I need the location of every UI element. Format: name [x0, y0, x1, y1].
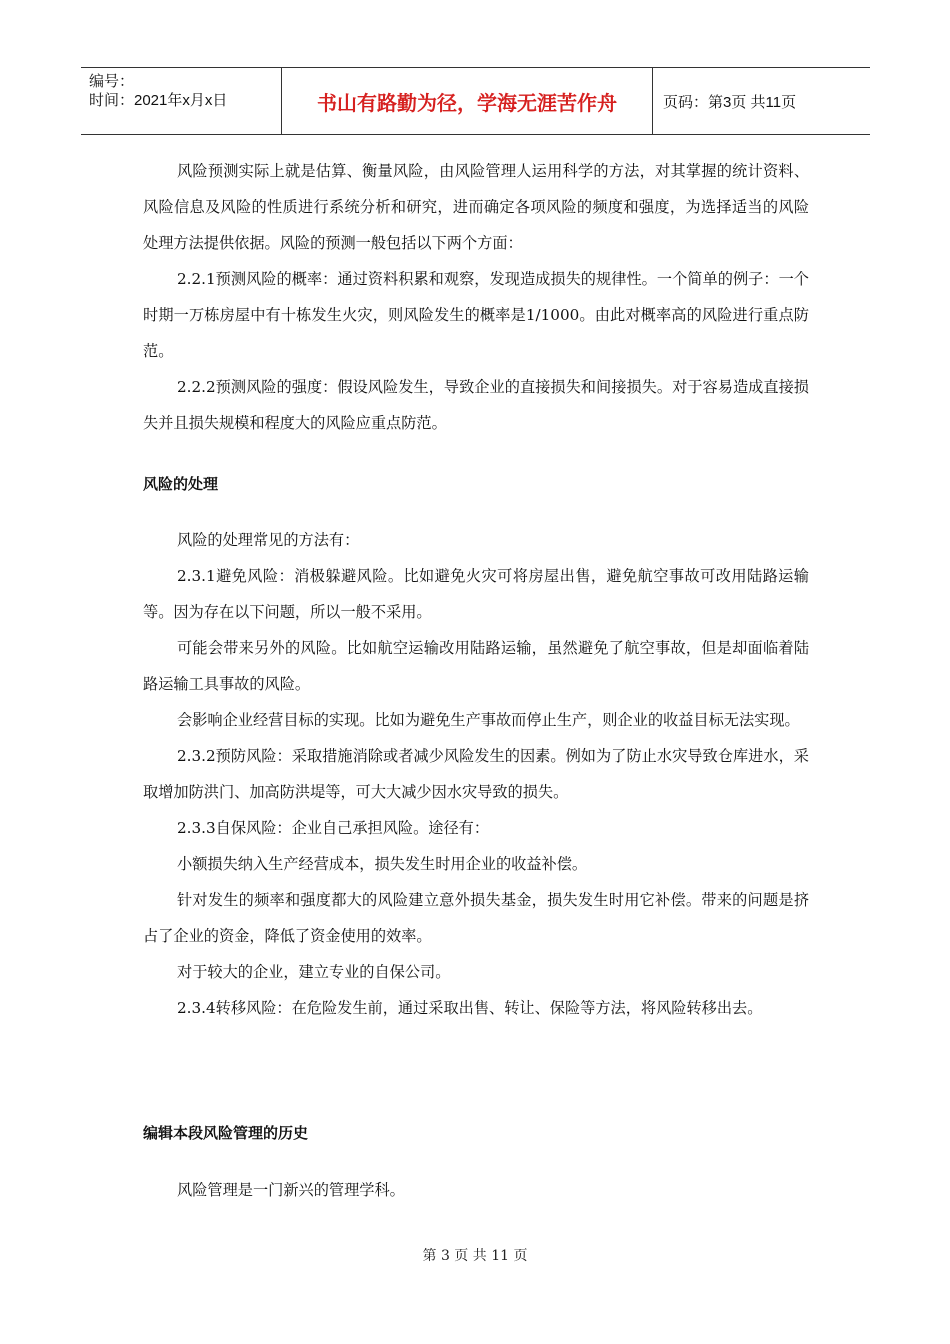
- paragraph: 2.3.3自保风险：企业自己承担风险。途径有：: [177, 819, 490, 837]
- header-meta: [81, 68, 282, 134]
- paragraph: 2.2.1预测风险的概率：通过资料积累和观察，发现造成损失的规律性。一个简单的例子：一个时期一万栋房屋中有十栋发生火灾，则风险发生的概率是1/1000。由此对概率高的风险进行重点防范。: [143, 270, 809, 360]
- section-heading: 编辑本段风险管理的历史: [143, 1124, 309, 1142]
- section-handling: [143, 466, 809, 502]
- section-handling-body: [143, 522, 809, 1026]
- paragraph: 可能会带来另外的风险。比如航空运输改用陆路运输，虽然避免了航空事故，但是却面临着陆路运输工具事故的风险。: [143, 639, 809, 693]
- paragraph: 2.3.1避免风险：消极躲避风险。比如避免火灾可将房屋出售，避免航空事故可改用陆路运输等。因为存在以下问题，所以一般不采用。: [143, 567, 809, 621]
- paragraph: 小额损失纳入生产经营成本，损失发生时用企业的收益补偿。: [177, 855, 588, 873]
- paragraph: 风险预测实际上就是估算、衡量风险，由风险管理人运用科学的方法，对其掌握的统计资料、风险信息及风险的性质进行系统分析和研究，进而确定各项风险的频度和强度，为选择适当的风险处理方法提供依据。风险的预测一般包括以下两个方面：: [143, 162, 809, 252]
- header-motto: 书山有路勤为径，学海无涯苦作舟: [282, 68, 653, 134]
- header-page-info: 页码：第3页 共11页: [663, 93, 797, 111]
- paragraph: 针对发生的频率和强度都大的风险建立意外损失基金，损失发生时用它补偿。带来的问题是挤占了企业的资金，降低了资金使用的效率。: [143, 891, 809, 945]
- paragraph: 对于较大的企业，建立专业的自保公司。: [177, 963, 451, 981]
- paragraph: 2.3.4转移风险：在危险发生前，通过采取出售、转让、保险等方法，将风险转移出去。: [177, 999, 763, 1017]
- paragraph: 2.3.2预防风险：采取措施消除或者减少风险发生的因素。例如为了防止水灾导致仓库进水，采取增加防洪门、加高防洪堤等，可大大减少因水灾导致的损失。: [143, 747, 809, 801]
- section-forecast: [143, 153, 809, 441]
- page-footer: 第 3 页 共 11 页: [422, 1248, 528, 1264]
- page-header: [81, 67, 870, 135]
- paragraph: 2.2.2预测风险的强度：假设风险发生，导致企业的直接损失和间接损失。对于容易造成直接损失并且损失规模和程度大的风险应重点防范。: [143, 378, 809, 432]
- paragraph: 会影响企业经营目标的实现。比如为避免生产事故而停止生产，则企业的收益目标无法实现。: [177, 711, 800, 729]
- document-date: 时间：2021年x月x日: [89, 92, 228, 109]
- section-history: [143, 1115, 809, 1151]
- document-number: 编号：: [89, 73, 135, 90]
- paragraph: 风险管理是一门新兴的管理学科。: [177, 1181, 405, 1199]
- section-history-body: [143, 1172, 809, 1208]
- paragraph: 风险的处理常见的方法有：: [177, 531, 360, 549]
- section-heading: 风险的处理: [143, 475, 219, 493]
